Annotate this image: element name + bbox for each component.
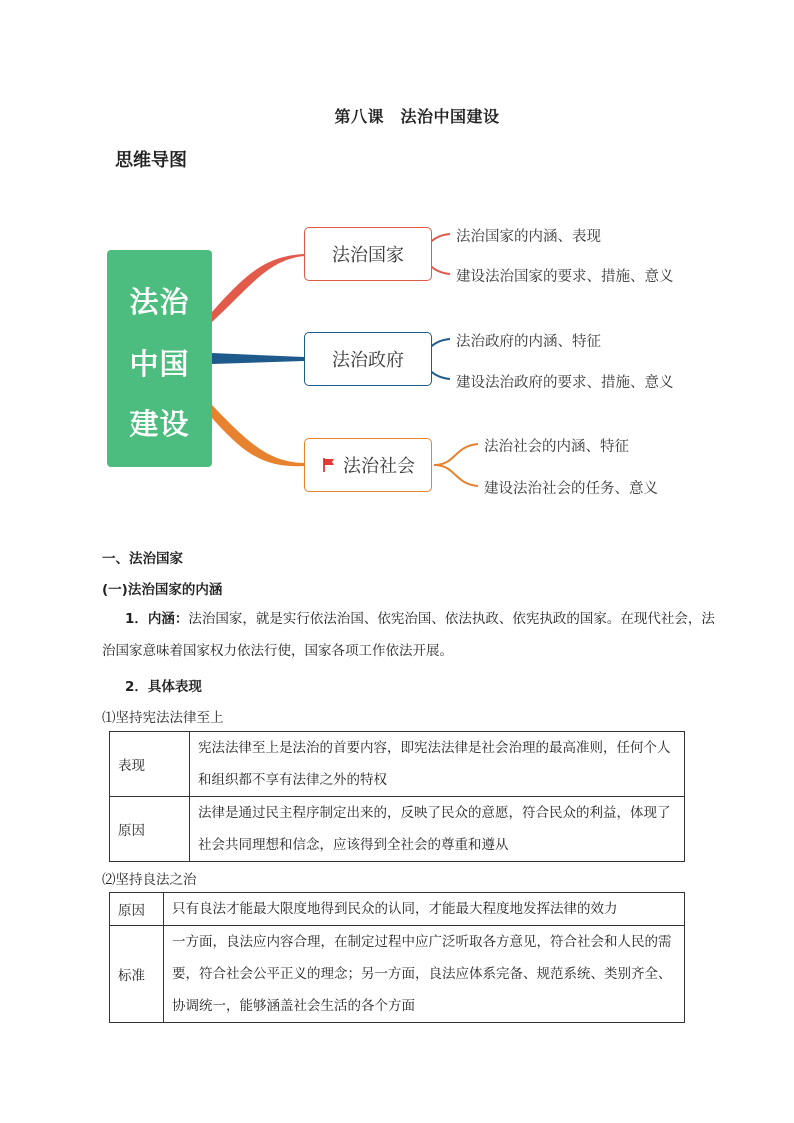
leaf-item: 法治国家的内涵、表现 xyxy=(456,229,601,245)
table-key: 原因 xyxy=(110,893,164,926)
table-value: 一方面，良法应内容合理，在制定过程中应广泛听取各方意见，符合社会和人民的需要，符合社会公平正义的理念；另一方面，良法应体系完备、规范系统、类别齐全、协调统一，能够涵盖社会生活的各个方面 xyxy=(164,926,685,1023)
leaf-item: 建设法治国家的要求、措施、意义 xyxy=(456,269,674,285)
document-title: 第八课 法治中国建设 xyxy=(334,107,500,126)
connector-shehui xyxy=(212,405,304,466)
list-item-heading: ⑴坚持宪法法律至上 xyxy=(102,710,224,726)
paragraph-text: 法治国家，就是实行依法治国、依宪治国、依法执政、依宪执政的国家。在现代社会，法治国家意味着国家权力依法行使，国家各项工作依法开展。 xyxy=(102,611,715,659)
paragraph-neihan xyxy=(102,603,722,667)
table-key: 表现 xyxy=(110,732,190,797)
mindmap xyxy=(0,0,794,560)
table-row xyxy=(110,926,685,1023)
connector-zhengfu xyxy=(212,353,304,364)
leaf-item: 法治政府的内涵、特征 xyxy=(456,334,601,350)
table-row xyxy=(110,893,685,926)
numbered-heading: 2．具体表现 xyxy=(125,679,202,695)
table-key: 原因 xyxy=(110,797,190,862)
list-item-heading: ⑵坚持良法之治 xyxy=(102,872,197,888)
section-heading: 一、法治国家 xyxy=(102,551,183,567)
table-liangfa xyxy=(109,892,685,1023)
root-line-3: 建设 xyxy=(129,407,190,441)
branch-label: 法治国家 xyxy=(332,245,404,266)
table-value: 宪法法律至上是法治的首要内容，即宪法法律是社会治理的最高准则，任何个人和组织都不享有法律之外的特权 xyxy=(190,732,685,797)
branch-fazhi-zhengfu xyxy=(304,332,432,386)
table-key: 标准 xyxy=(110,926,164,1023)
branch-fazhi-guojia xyxy=(304,227,432,281)
table-xianfa xyxy=(109,731,685,862)
mindmap-heading: 思维导图 xyxy=(115,150,187,171)
leaf-item: 建设法治政府的要求、措施、意义 xyxy=(456,375,674,391)
leaf-item: 建设法治社会的任务、意义 xyxy=(484,481,658,497)
leaf-brace-shehui xyxy=(434,444,478,486)
table-row xyxy=(110,732,685,797)
branch-fazhi-shehui xyxy=(304,438,432,492)
branch-label: 法治政府 xyxy=(332,350,404,371)
root-line-1: 法治 xyxy=(129,285,190,319)
table-value: 只有良法才能最大限度地得到民众的认同，才能最大程度地发挥法律的效力 xyxy=(164,893,685,926)
leaf-item: 法治社会的内涵、特征 xyxy=(484,439,629,455)
mindmap-root xyxy=(107,250,212,467)
paragraph-label: 1．内涵： xyxy=(125,611,189,627)
table-value: 法律是通过民主程序制定出来的，反映了民众的意愿，符合民众的利益，体现了社会共同理想和信念，应该得到全社会的尊重和遵从 xyxy=(190,797,685,862)
root-line-2: 中国 xyxy=(129,347,190,381)
branch-label: 法治社会 xyxy=(343,456,415,477)
subsection-heading: (一)法治国家的内涵 xyxy=(102,582,223,598)
table-row xyxy=(110,797,685,862)
red-flag-icon xyxy=(321,457,337,473)
connector-guojia xyxy=(212,254,304,322)
